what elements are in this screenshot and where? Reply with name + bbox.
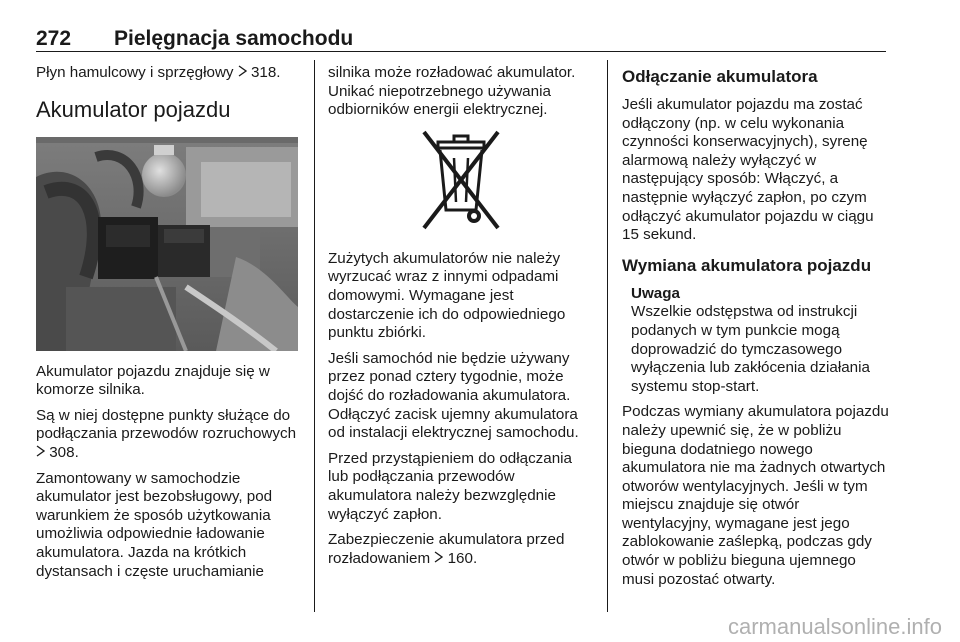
paragraph: Jeśli samochód nie będzie używany przez ponad cztery tygodnie, może dojść do rozładowania akumulatora. Odłączyć zacisk ujemny akumulatora od instalacji elektrycznej samochodu.: [328, 349, 579, 442]
header-rule: [36, 51, 886, 52]
note-title: Uwaga: [631, 284, 680, 302]
column-2: [328, 64, 594, 575]
page-header: [36, 27, 886, 53]
paragraph: Jeśli akumulator pojazdu ma zostać odłączony (np. w celu wykonania czynności konserwacyjnych), syrenę alarmową należy wyłączyć w następujący sposób: Włączyć, a następnie wyłączyć zapłon, po czym odłączyć akumulator pojazdu w ciągu 15 sekund.: [622, 96, 874, 244]
paragraph: silnika może rozładować akumulator. Unikać niepotrzebnego używania odbiorników energii elektrycznej.: [328, 64, 576, 119]
note-text: Wszelkie odstępstwa od instrukcji podanych w tym punkcie mogą doprowadzić do tymczasowego wyłączenia lub zakłócenia działania systemu stop-start.: [631, 303, 870, 395]
page-reference-link[interactable]: 308.: [49, 443, 79, 461]
engine-compartment-photo: [36, 137, 298, 351]
paragraph: Podczas wymiany akumulatora pojazdu należy upewnić się, że w pobliżu bieguna dodatniego nowego akumulatora nie ma żadnych otwartych otworów wentylacyjnych. Jeśli w tym miejscu znajduje się otwór wentylacyjny, wymagane jest jego zablokowanie zaślepką, podczas gdy otwór w pobliżu bieguna ujemnego musi pozostać otwarty.: [622, 403, 889, 588]
column-3: [622, 64, 890, 596]
chapter-title: Pielęgnacja samochodu: [114, 27, 354, 50]
reference-arrow-icon: [238, 64, 247, 83]
column-divider: [607, 60, 608, 612]
page-reference-link[interactable]: 160.: [447, 549, 478, 567]
column-divider: [314, 60, 315, 612]
page-reference-link[interactable]: 318.: [250, 64, 281, 81]
paragraph: Zamontowany w samochodzie akumulator jest bezobsługowy, pod warunkiem że sposób użytkowania umożliwia odpowiednie ładowanie akumulatora. Jazda na krótkich dystansach i częste uruchamianie: [36, 469, 273, 580]
column-1: [36, 64, 302, 588]
reference-arrow-icon: [434, 550, 443, 569]
note-box: [622, 285, 890, 397]
paragraph: Płyn hamulcowy i sprzęgłowy 318.: [36, 64, 281, 81]
paragraph: Zabezpieczenie akumulatora przed rozładowaniem 160.: [328, 531, 565, 567]
subsection-heading: Wymiana akumulatora pojazdu: [622, 255, 872, 275]
paragraph: Zużytych akumulatorów nie należy wyrzucać wraz z innymi odpadami domowymi. Wymagane jest dostarczenie ich do odpowiedniego punktu zbiórki.: [328, 249, 566, 342]
paragraph: Przed przystąpieniem do odłączania lub podłączania przewodów akumulatora należy bezwzględnie wyłączyć zapłon.: [328, 449, 572, 523]
section-heading: Akumulator pojazdu: [36, 96, 231, 122]
reference-arrow-icon: [36, 444, 45, 463]
page-number: 272: [36, 27, 72, 50]
paragraph: Akumulator pojazdu znajduje się w komorze silnika.: [36, 362, 270, 399]
crossed-out-wheeled-bin-icon: [418, 128, 504, 238]
watermark: carmanualsonline.info: [727, 614, 942, 639]
subsection-heading: Odłączanie akumulatora: [622, 67, 818, 86]
paragraph: Są w niej dostępne punkty służące do podłączania przewodów rozruchowych 308.: [36, 406, 297, 461]
